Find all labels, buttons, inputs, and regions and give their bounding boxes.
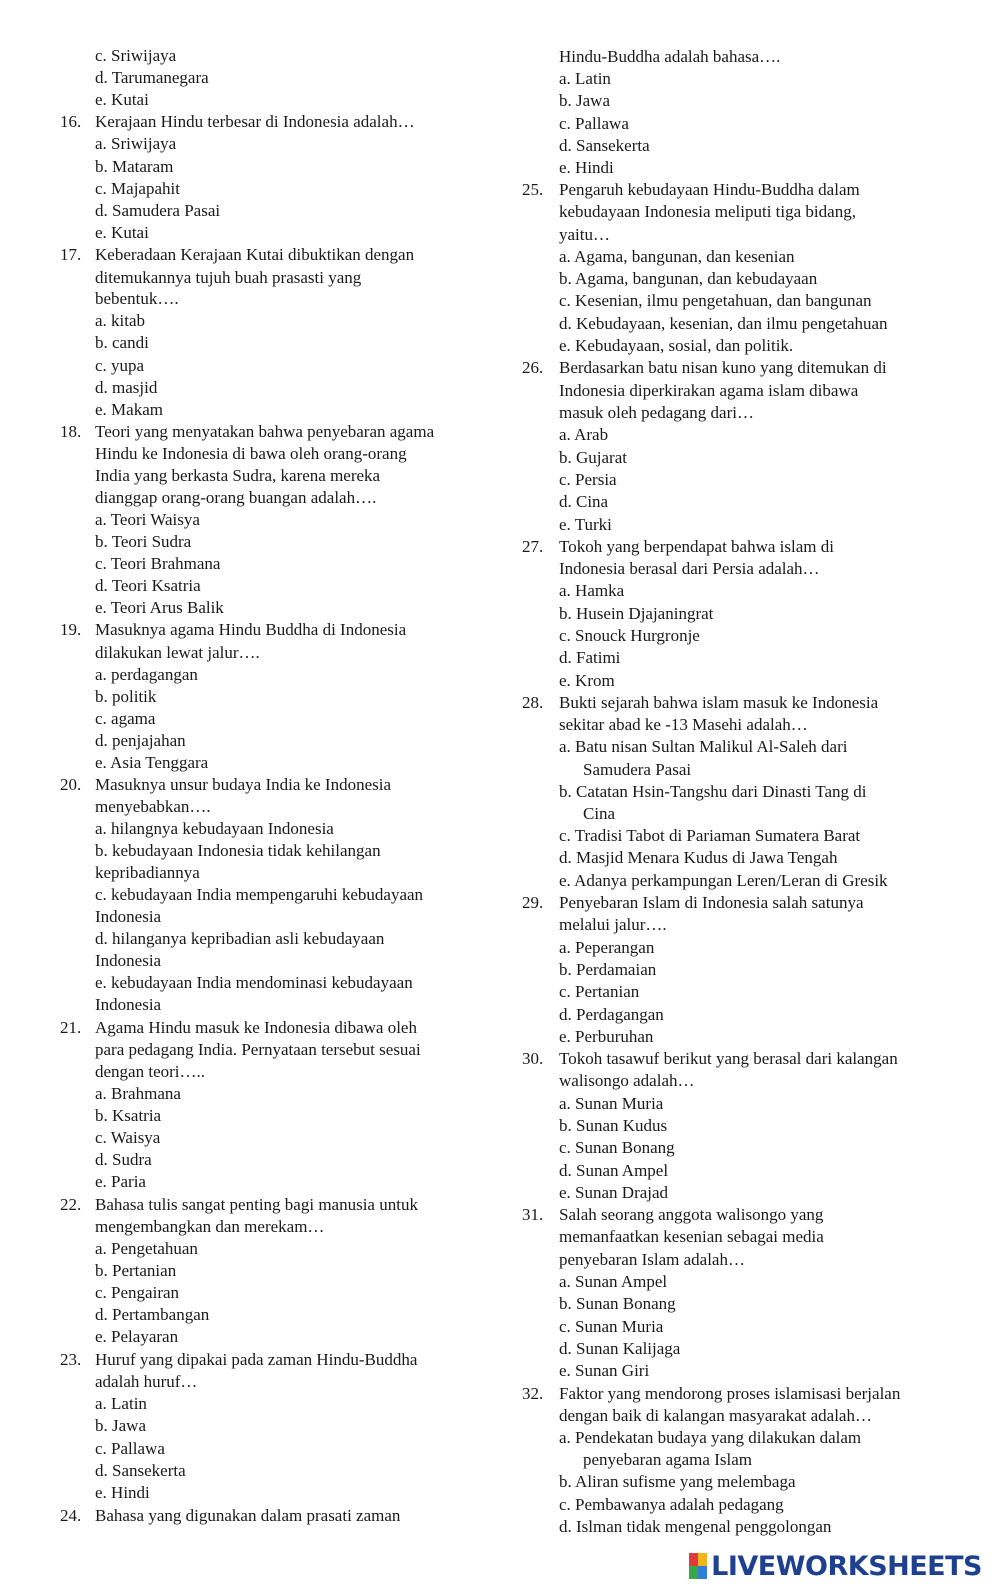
answer-option: a. Sunan Muria	[559, 1094, 664, 1113]
answer-option: d. Fatimi	[559, 648, 621, 667]
answer-option: a. Hamka	[559, 581, 625, 600]
answer-option: a. hilangnya kebudayaan Indonesia	[95, 819, 334, 838]
answer-option: d. Pertambangan	[95, 1305, 210, 1324]
answer-option: b. Pertanian	[95, 1261, 177, 1280]
answer-option: c. Tradisi Tabot di Pariaman Sumatera Barat	[559, 826, 861, 845]
answer-option: d. penjajahan	[95, 731, 186, 750]
answer-option: c. yupa	[95, 356, 145, 375]
question-number: 16.	[60, 112, 82, 131]
answer-option: d. Kebudayaan, kesenian, dan ilmu pengetahuan	[559, 314, 888, 333]
question-text: Penyebaran Islam di Indonesia salah satunya	[559, 893, 864, 912]
text-line: Indonesia berasal dari Persia adalah…	[559, 559, 820, 578]
text-line: adalah huruf…	[95, 1372, 198, 1391]
text-line: Cina	[583, 804, 616, 823]
question-number: 21.	[60, 1018, 82, 1037]
answer-option: d. Cina	[559, 492, 609, 511]
answer-option: c. Waisya	[95, 1128, 161, 1147]
answer-option: e. Kutai	[95, 90, 149, 109]
answer-option: b. Teori Sudra	[95, 532, 192, 551]
answer-option: c. Sunan Bonang	[559, 1138, 675, 1157]
text-line: India yang berkasta Sudra, karena mereka	[95, 466, 381, 485]
answer-option: b. Husein Djajaningrat	[559, 604, 714, 623]
answer-option: e. Turki	[559, 515, 612, 534]
answer-option: e. Adanya perkampungan Leren/Leran di Gresik	[559, 871, 888, 890]
answer-option: c. Pallawa	[559, 114, 629, 133]
answer-option: a. Batu nisan Sultan Malikul Al-Saleh dari	[559, 737, 848, 756]
question-number: 26.	[522, 358, 544, 377]
answer-option: d. Sunan Kalijaga	[559, 1339, 681, 1358]
answer-option: d. Islman tidak mengenal penggolongan	[559, 1517, 832, 1536]
answer-option: c. Pertanian	[559, 982, 640, 1001]
question-text: Tokoh tasawuf berikut yang berasal dari kalangan	[559, 1049, 898, 1068]
answer-option: a. Sunan Ampel	[559, 1272, 668, 1291]
question-text: Keberadaan Kerajaan Kutai dibuktikan dengan	[95, 245, 415, 264]
text-line: dilakukan lewat jalur….	[95, 643, 260, 662]
answer-option: b. Gujarat	[559, 448, 627, 467]
answer-option: e. Makam	[95, 400, 163, 419]
text-line: penyebaran Islam adalah…	[559, 1250, 745, 1269]
question-text: Berdasarkan batu nisan kuno yang ditemukan di	[559, 358, 887, 377]
text-line: sekitar abad ke -13 Masehi adalah…	[559, 715, 808, 734]
answer-option: a. Sriwijaya	[95, 134, 177, 153]
answer-option: c. agama	[95, 709, 156, 728]
answer-option: e. Teori Arus Balik	[95, 598, 224, 617]
question-text: Bahasa yang digunakan dalam prasati zaman	[95, 1506, 401, 1525]
answer-option: c. Snouck Hurgronje	[559, 626, 700, 645]
question-number: 30.	[522, 1049, 544, 1068]
answer-option: b. Aliran sufisme yang melembaga	[559, 1472, 796, 1491]
answer-option: a. Latin	[95, 1394, 147, 1413]
question-text: Bahasa tulis sangat penting bagi manusia untuk	[95, 1195, 418, 1214]
answer-option: c. Pembawanya adalah pedagang	[559, 1495, 784, 1514]
answer-option: d. Samudera Pasai	[95, 201, 221, 220]
answer-option: e. Hindi	[559, 158, 614, 177]
answer-option: a. Arab	[559, 425, 609, 444]
liveworksheets-logo-icon	[689, 1553, 707, 1579]
text-line: Indonesia	[95, 907, 162, 926]
answer-option: d. Tarumanegara	[95, 68, 209, 87]
text-line: kebudayaan Indonesia meliputi tiga bidang,	[559, 202, 856, 221]
question-number: 22.	[60, 1195, 82, 1214]
question-text: Tokoh yang berpendapat bahwa islam di	[559, 537, 834, 556]
answer-option: c. Pengairan	[95, 1283, 180, 1302]
text-line: memanfaatkan kesenian sebagai media	[559, 1227, 824, 1246]
answer-option: d. Sunan Ampel	[559, 1161, 669, 1180]
question-text: Huruf yang dipakai pada zaman Hindu-Buddha	[95, 1350, 418, 1369]
answer-option: a. Brahmana	[95, 1084, 181, 1103]
text-line: penyebaran agama Islam	[583, 1450, 752, 1469]
text-line: para pedagang India. Pernyataan tersebut sesuai	[95, 1040, 421, 1059]
answer-option: b. Mataram	[95, 157, 174, 176]
answer-option: e. Perburuhan	[559, 1027, 654, 1046]
answer-option: e. Sunan Giri	[559, 1361, 650, 1380]
answer-option: b. Jawa	[95, 1416, 146, 1435]
answer-option: c. Persia	[559, 470, 617, 489]
question-text: Faktor yang mendorong proses islamisasi berjalan	[559, 1384, 901, 1403]
question-number: 28.	[522, 693, 544, 712]
question-text: Agama Hindu masuk ke Indonesia dibawa oleh	[95, 1018, 417, 1037]
answer-option: a. Agama, bangunan, dan kesenian	[559, 247, 795, 266]
text-line: bebentuk….	[95, 289, 179, 308]
question-number: 23.	[60, 1350, 82, 1369]
text-line: walisongo adalah…	[559, 1071, 695, 1090]
answer-option: c. Sunan Muria	[559, 1317, 664, 1336]
answer-option: c. Kesenian, ilmu pengetahuan, dan bangunan	[559, 291, 872, 310]
answer-option: d. Sansekerta	[559, 136, 650, 155]
answer-option: a. Teori Waisya	[95, 510, 200, 529]
answer-option: b. Perdamaian	[559, 960, 657, 979]
text-line: melalui jalur….	[559, 915, 667, 934]
answer-option: d. Sansekerta	[95, 1461, 186, 1480]
answer-option: a. perdagangan	[95, 665, 198, 684]
text-line: Samudera Pasai	[583, 760, 692, 779]
text-line: menyebabkan….	[95, 797, 211, 816]
question-number: 18.	[60, 422, 82, 441]
text-line: kepribadiannya	[95, 863, 200, 882]
answer-option: a. kitab	[95, 311, 146, 330]
answer-option: a. Latin	[559, 69, 611, 88]
answer-option: b. Catatan Hsin-Tangshu dari Dinasti Tang di	[559, 782, 867, 801]
text-line: masuk oleh pedagang dari…	[559, 403, 754, 422]
answer-option: b. Sunan Bonang	[559, 1294, 676, 1313]
question-number: 17.	[60, 245, 82, 264]
answer-option: d. Sudra	[95, 1150, 152, 1169]
answer-option: c. Pallawa	[95, 1439, 165, 1458]
answer-option: b. candi	[95, 333, 149, 352]
answer-option: c. kebudayaan India mempengaruhi kebudayaan	[95, 885, 424, 904]
text-line: dengan baik di kalangan masyarakat adalah…	[559, 1406, 872, 1425]
text-line: mengembangkan dan merekam…	[95, 1217, 325, 1236]
answer-option: d. Teori Ksatria	[95, 576, 201, 595]
answer-option: b. Ksatria	[95, 1106, 162, 1125]
answer-option: d. Masjid Menara Kudus di Jawa Tengah	[559, 848, 838, 867]
answer-option: e. Kutai	[95, 223, 149, 242]
text-line: Indonesia	[95, 995, 162, 1014]
answer-option: c. Teori Brahmana	[95, 554, 221, 573]
answer-option: e. Pelayaran	[95, 1327, 179, 1346]
text-line: dianggap orang-orang buangan adalah….	[95, 488, 377, 507]
question-number: 24.	[60, 1506, 82, 1525]
question-text: Masuknya agama Hindu Buddha di Indonesia	[95, 620, 407, 639]
question-text: Bukti sejarah bahwa islam masuk ke Indonesia	[559, 693, 879, 712]
answer-option: e. Kebudayaan, sosial, dan politik.	[559, 336, 794, 355]
answer-option: b. kebudayaan Indonesia tidak kehilangan	[95, 841, 381, 860]
text-line: Hindu-Buddha adalah bahasa….	[559, 47, 781, 66]
question-text: Kerajaan Hindu terbesar di Indonesia adalah…	[95, 112, 415, 131]
answer-option: e. Asia Tenggara	[95, 753, 209, 772]
text-line: yaitu…	[559, 225, 610, 244]
question-number: 27.	[522, 537, 544, 556]
answer-option: e. Hindi	[95, 1483, 150, 1502]
text-line: Indonesia diperkirakan agama islam dibawa	[559, 381, 859, 400]
question-number: 31.	[522, 1205, 544, 1224]
answer-option: d. Perdagangan	[559, 1005, 664, 1024]
question-number: 29.	[522, 893, 544, 912]
answer-option: b. politik	[95, 687, 157, 706]
liveworksheets-watermark	[689, 1549, 982, 1583]
answer-option: c. Majapahit	[95, 179, 180, 198]
text-line: Indonesia	[95, 951, 162, 970]
answer-option: e. Paria	[95, 1172, 146, 1191]
question-number: 20.	[60, 775, 82, 794]
answer-option: d. hilanganya kepribadian asli kebudayaan	[95, 929, 385, 948]
answer-option: a. Peperangan	[559, 938, 655, 957]
answer-option: a. Pengetahuan	[95, 1239, 198, 1258]
answer-option: e. Sunan Drajad	[559, 1183, 669, 1202]
question-text: Pengaruh kebudayaan Hindu-Buddha dalam	[559, 180, 860, 199]
answer-option: b. Sunan Kudus	[559, 1116, 668, 1135]
question-number: 19.	[60, 620, 82, 639]
answer-option: b. Jawa	[559, 91, 610, 110]
question-number: 32.	[522, 1384, 544, 1403]
question-number: 25.	[522, 180, 544, 199]
answer-option: c. Sriwijaya	[95, 46, 177, 65]
answer-option: e. Krom	[559, 671, 615, 690]
answer-option: a. Pendekatan budaya yang dilakukan dalam	[559, 1428, 862, 1447]
answer-option: b. Agama, bangunan, dan kebudayaan	[559, 269, 818, 288]
text-line: Hindu ke Indonesia di bawa oleh orang-orang	[95, 444, 407, 463]
question-text: Salah seorang anggota walisongo yang	[559, 1205, 824, 1224]
question-text: Masuknya unsur budaya India ke Indonesia	[95, 775, 392, 794]
text-line: dengan teori…..	[95, 1062, 205, 1081]
question-text: Teori yang menyatakan bahwa penyebaran agama	[95, 422, 435, 441]
text-line: ditemukannya tujuh buah prasasti yang	[95, 268, 362, 287]
answer-option: e. kebudayaan India mendominasi kebudayaan	[95, 973, 413, 992]
answer-option: d. masjid	[95, 378, 158, 397]
watermark-text: LIVEWORKSHEETS	[711, 1550, 982, 1582]
